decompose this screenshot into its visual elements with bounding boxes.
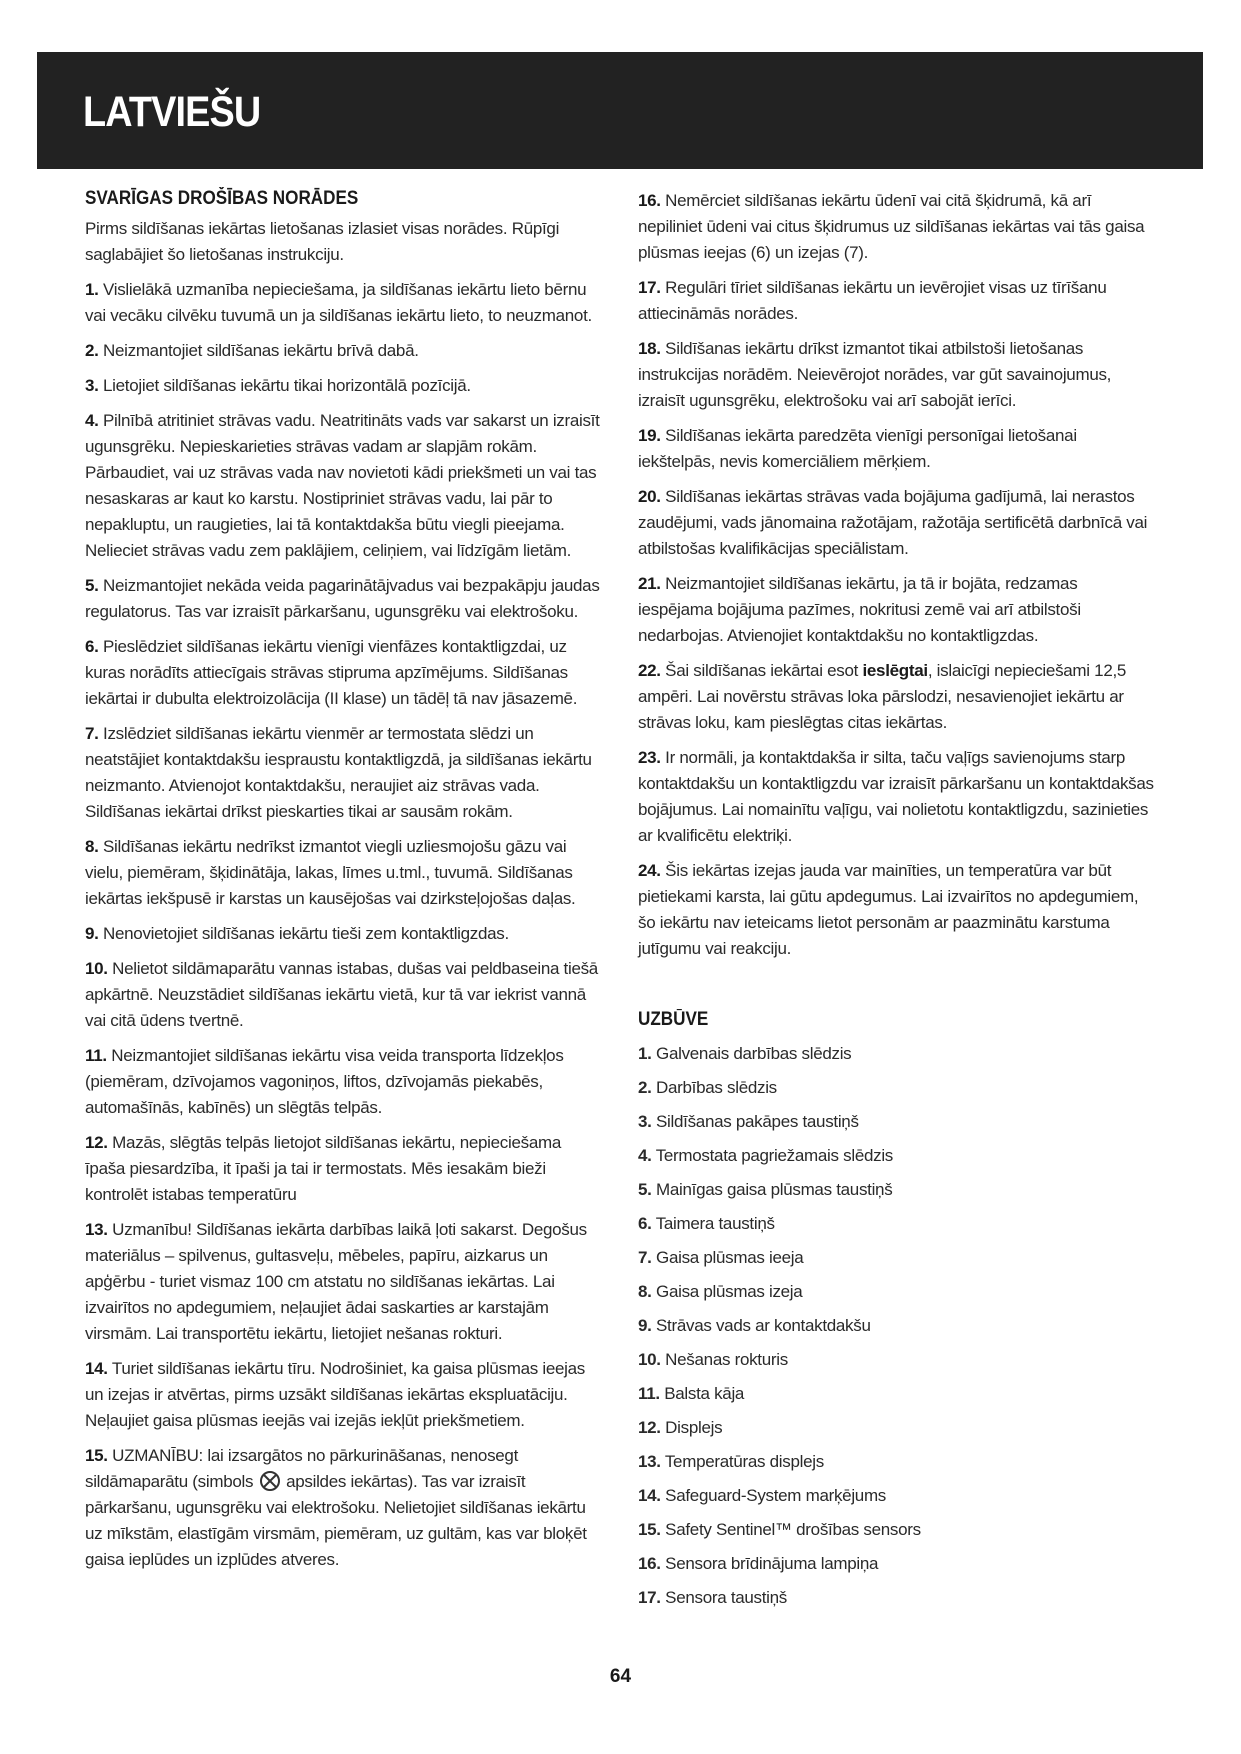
item-number: 4.	[638, 1146, 652, 1165]
item-number: 10.	[638, 1350, 661, 1369]
item-text: Safeguard-System marķējums	[665, 1486, 887, 1505]
item-number: 3.	[638, 1112, 652, 1131]
item-number: 22.	[638, 661, 661, 680]
item-text: Nenovietojiet sildīšanas iekārtu tieši zem kontaktligzdas.	[103, 924, 509, 943]
item-text: Vislielākā uzmanība nepieciešama, ja sildīšanas iekārtu lieto bērnu vai vecāku cilvēku tuvumā un ja sildīšanas iekārtu lieto, to neuzmanot.	[85, 280, 592, 325]
language-header	[37, 52, 1203, 169]
safety-item	[85, 956, 603, 1034]
item-number: 8.	[638, 1282, 652, 1301]
item-text: Regulāri tīriet sildīšanas iekārtu un ievērojiet visas uz tīrīšanu attiecināmās norādes.	[638, 278, 1107, 323]
item-number: 7.	[85, 724, 99, 743]
right-column	[638, 188, 1156, 1619]
item-text: Strāvas vads ar kontaktdakšu	[656, 1316, 871, 1335]
page-number: 64	[609, 1666, 632, 1687]
item-number: 5.	[85, 576, 99, 595]
safety-item	[638, 484, 1156, 562]
left-column	[85, 188, 603, 1582]
item-text: Lietojiet sildīšanas iekārtu tikai horizontālā pozīcijā.	[103, 376, 471, 395]
item-text: UZMANĪBU: lai izsargātos no pārkurināšanas, nenosegt sildāmaparātu (simbols	[85, 1446, 518, 1491]
item-text: Temperatūras displejs	[664, 1452, 824, 1471]
item-number: 24.	[638, 861, 661, 880]
item-text: Nešanas rokturis	[665, 1350, 788, 1369]
item-text: Mazās, slēgtās telpās lietojot sildīšanas iekārtu, nepieciešama īpaša piesardzība, it īpaši ja tai ir termostats. Mēs iesakām bieži kontrolēt istabas temperatūru	[85, 1133, 562, 1204]
item-text: Sildīšanas pakāpes taustiņš	[656, 1112, 859, 1131]
item-number: 11.	[638, 1384, 660, 1403]
safety-list-left	[85, 277, 603, 1434]
item-text: Nelietot sildāmaparātu vannas istabas, dušas vai peldbaseina tiešā apkārtnē. Neuzstādiet sildīšanas iekārtu vietā, kur tā var iekrist vannā vai citā ūdens tvertnē.	[85, 959, 598, 1030]
item-text: Izslēdziet sildīšanas iekārtu vienmēr ar termostata slēdzi un neatstājiet kontaktdakšu iespraustu kontaktligzdā, ja sildīšanas iekārtu neizmanto. Atvienojot kontaktdakšu, neraujiet aiz strāvas vada. Sildīšanas iekārtai drīkst pieskarties tikai ar sausām rokām.	[85, 724, 592, 821]
part-item	[638, 1551, 1156, 1577]
item-text: Sildīšanas iekārtas strāvas vada bojājuma gadījumā, lai nerastos zaudējumi, vads jānomaina ražotājam, ražotāja sertificētā darbnīcā vai atbilstošas kvalifikācijas speciālistam.	[638, 487, 1148, 558]
item-text: Neizmantojiet sildīšanas iekārtu, ja tā ir bojāta, redzamas iespējama bojājuma pazīmes, nokritusi zemē vai arī atbilstoši nedarbojas. Atvienojiet kontaktdakšu no kontaktligzdas.	[638, 574, 1081, 645]
item-number: 2.	[85, 341, 99, 360]
safety-list-right-b	[638, 745, 1156, 962]
item-number: 19.	[638, 426, 661, 445]
part-item	[638, 1313, 1156, 1339]
safety-item	[638, 745, 1156, 849]
item-text: Sensora taustiņš	[665, 1588, 788, 1607]
item-text: Sildīšanas iekārta paredzēta vienīgi personīgai lietošanai iekštelpās, nevis komerciāliem mērķiem.	[638, 426, 1077, 471]
item-number: 9.	[638, 1316, 652, 1335]
item-text-bold: ieslēgtai	[862, 661, 928, 680]
part-item	[638, 1449, 1156, 1475]
item-number: 23.	[638, 748, 661, 767]
item-text: Gaisa plūsmas ieeja	[656, 1248, 804, 1267]
item-text: Uzmanību! Sildīšanas iekārta darbības laikā ļoti sakarst. Degošus materiālus – spilvenus, gultasveļu, mēbeles, papīru, aizkarus un apģērbu - turiet vismaz 100 cm atstatu no sildīšanas iekārtas. Lai izvairītos no apdegumiem, neļaujiet ādai saskarties ar karstajām virsmām. Lai transportētu iekārtu, lietojiet nešanas rokturi.	[85, 1220, 587, 1343]
safety-item	[85, 634, 603, 712]
safety-item	[85, 338, 603, 364]
item-number: 20.	[638, 487, 661, 506]
item-number: 3.	[85, 376, 99, 395]
part-item	[638, 1211, 1156, 1237]
item-number: 13.	[85, 1220, 108, 1239]
item-number: 17.	[638, 1588, 661, 1607]
item-number: 6.	[85, 637, 99, 656]
item-number: 21.	[638, 574, 661, 593]
item-text: Neizmantojiet sildīšanas iekārtu brīvā dabā.	[103, 341, 419, 360]
part-item	[638, 1347, 1156, 1373]
safety-heading: SVARĪGAS DROŠĪBAS NORĀDES	[85, 188, 359, 209]
item-number: 14.	[638, 1486, 661, 1505]
item-number: 2.	[638, 1078, 652, 1097]
language-title: LATVIEŠU	[83, 88, 261, 136]
part-item	[638, 1483, 1156, 1509]
part-item	[638, 1279, 1156, 1305]
item-text: Šis iekārtas izejas jauda var mainīties, un temperatūra var būt pietiekami karsta, lai gūtu apdegumus. Lai izvairītos no apdegumiem, šo iekārtu nav ieteicams lietot personām ar paazminātu karstuma jutīgumu vai reakciju.	[638, 861, 1139, 958]
item-number: 16.	[638, 191, 661, 210]
safety-item	[638, 423, 1156, 475]
safety-item	[85, 408, 603, 564]
safety-item	[638, 275, 1156, 327]
part-item	[638, 1109, 1156, 1135]
safety-item	[85, 277, 603, 329]
construction-heading: UZBŪVE	[638, 1009, 709, 1030]
safety-item	[85, 573, 603, 625]
do-not-cover-icon	[260, 1471, 280, 1491]
part-item	[638, 1041, 1156, 1067]
item-number: 1.	[638, 1044, 652, 1063]
safety-item	[85, 373, 603, 399]
safety-item	[85, 921, 603, 947]
part-item	[638, 1143, 1156, 1169]
item-text: , islaicīgi nepieciešami 12,5 ampēri. Lai novērstu strāvas loka pārslodzi, nesavienojiet iekārtu ar strāvas loku, kam pieslēgtas citas iekārtas.	[638, 661, 1127, 732]
item-number: 6.	[638, 1214, 652, 1233]
item-number: 8.	[85, 837, 99, 856]
item-text: Sildīšanas iekārtu nedrīkst izmantot viegli uzliesmojošu gāzu vai vielu, piemēram, šķidinātāja, lakas, līmes u.tml., tuvumā. Sildīšanas iekārtas iekšpusē ir karstas un kausējošas vai dzirksteļojošas daļas.	[85, 837, 576, 908]
safety-item	[638, 188, 1156, 266]
intro-paragraph: Pirms sildīšanas iekārtas lietošanas izlasiet visas norādes. Rūpīgi saglabājiet šo lietošanas instrukciju.	[85, 219, 560, 264]
item-text: Safety Sentinel™ drošības sensors	[665, 1520, 921, 1539]
item-number: 18.	[638, 339, 661, 358]
safety-item	[638, 858, 1156, 962]
item-number: 11.	[85, 1046, 107, 1065]
item-number: 14.	[85, 1359, 108, 1378]
item-number: 7.	[638, 1248, 652, 1267]
item-text: Pieslēdziet sildīšanas iekārtu vienīgi vienfāzes kontaktligzdai, uz kuras norādīts attiecīgais strāvas stipruma apzīmējums. Sildīšanas iekārtai ir dubulta elektroizolācija (II klase) un tādēļ tā nav jāsazemē.	[85, 637, 578, 708]
item-number: 15.	[85, 1446, 108, 1465]
item-number: 17.	[638, 278, 661, 297]
item-text: Termostata pagriežamais slēdzis	[655, 1146, 894, 1165]
safety-item	[85, 834, 603, 912]
item-number: 15.	[638, 1520, 661, 1539]
item-text: Taimera taustiņš	[655, 1214, 775, 1233]
item-number: 10.	[85, 959, 108, 978]
item-number: 12.	[638, 1418, 661, 1437]
item-text: Neizmantojiet sildīšanas iekārtu visa veida transporta līdzekļos (piemēram, dzīvojamos vagoniņos, liftos, dzīvojamās piekabēs, automašīnās, kabīnēs) un slēgtās telpās.	[85, 1046, 564, 1117]
part-item	[638, 1517, 1156, 1543]
item-number: 9.	[85, 924, 99, 943]
item-number: 16.	[638, 1554, 661, 1573]
safety-item	[638, 658, 1156, 736]
part-item	[638, 1177, 1156, 1203]
item-text: Neizmantojiet nekāda veida pagarinātājvadus vai bezpakāpju jaudas regulatorus. Tas var izraisīt pārkaršanu, ugunsgrēku vai elektrošoku.	[85, 576, 600, 621]
safety-item	[638, 571, 1156, 649]
safety-item	[638, 336, 1156, 414]
part-item	[638, 1585, 1156, 1611]
item-text: Balsta kāja	[664, 1384, 745, 1403]
part-item	[638, 1075, 1156, 1101]
part-item	[638, 1415, 1156, 1441]
item-text: Šai sildīšanas iekārtai esot	[665, 661, 859, 680]
safety-item	[85, 721, 603, 825]
item-number: 1.	[85, 280, 99, 299]
item-text: Mainīgas gaisa plūsmas taustiņš	[656, 1180, 893, 1199]
part-item	[638, 1245, 1156, 1271]
item-number: 12.	[85, 1133, 108, 1152]
item-text: Pilnībā atritiniet strāvas vadu. Neatritināts vads var sakarst un izraisīt ugunsgrēku. Nepieskarieties strāvas vadam ar slapjām rokām. Pārbaudiet, vai uz strāvas vada nav novietoti kādi priekšmeti un vai tas nesaskaras ar kaut ko karstu. Nostipriniet strāvas vadu, lai pār to nepakluptu, un raugieties, lai tā kontaktdakša būtu viegli pieejama. Nelieciet strāvas vadu zem paklājiem, celiņiem, vai līdzīgām lietām.	[85, 411, 600, 560]
item-text: Sensora brīdinājuma lampiņa	[665, 1554, 879, 1573]
safety-item	[85, 1356, 603, 1434]
item-text: Nemērciet sildīšanas iekārtu ūdenī vai citā šķidrumā, kā arī nepiliniet ūdeni vai citus šķidrumus uz sildīšanas iekārtas vai tās gaisa plūsmas ieejas (6) un izejas (7).	[638, 191, 1145, 262]
item-text: Sildīšanas iekārtu drīkst izmantot tikai atbilstoši lietošanas instrukcijas norādēm. Neievērojot norādes, var gūt savainojumus, izraisīt ugunsgrēku, elektrošoku vai arī sabojāt ierīci.	[638, 339, 1112, 410]
safety-item	[85, 1043, 603, 1121]
item-number: 4.	[85, 411, 99, 430]
item-text: Darbības slēdzis	[656, 1078, 777, 1097]
part-item	[638, 1381, 1156, 1407]
safety-list-right	[638, 188, 1156, 649]
safety-item	[85, 1130, 603, 1208]
item-text: Galvenais darbības slēdzis	[656, 1044, 852, 1063]
item-number: 13.	[638, 1452, 661, 1471]
item-text: Turiet sildīšanas iekārtu tīru. Nodrošiniet, ka gaisa plūsmas ieejas un izejas ir atvērtas, pirms uzsākt sildīšanas iekārtas ekspluatāciju. Neļaujiet gaisa plūsmas ieejās vai izejās iekļūt priekšmetiem.	[85, 1359, 585, 1430]
item-text: apsildes iekārtas). Tas var izraisīt pārkaršanu, ugunsgrēku vai elektrošoku. Nelietojiet sildīšanas iekārtu uz mīkstām, elastīgām virsmām, piemēram, uz gultām, kas var bloķēt gaisa ieplūdes un izplūdes atveres.	[85, 1472, 587, 1569]
safety-item	[85, 1217, 603, 1347]
parts-list	[638, 1041, 1156, 1611]
item-text: Ir normāli, ja kontaktdakša ir silta, taču vaļīgs savienojums starp kontaktdakšu un kontaktligzdu var izraisīt pārkaršanu un kontaktdakšas bojājumus. Lai nomainītu vaļīgu, vai nolietotu kontaktligzdu, sazinieties ar kvalificētu elektriķi.	[638, 748, 1154, 845]
item-text: Displejs	[665, 1418, 723, 1437]
item-number: 5.	[638, 1180, 652, 1199]
item-text: Gaisa plūsmas izeja	[656, 1282, 803, 1301]
safety-item	[85, 1443, 603, 1573]
